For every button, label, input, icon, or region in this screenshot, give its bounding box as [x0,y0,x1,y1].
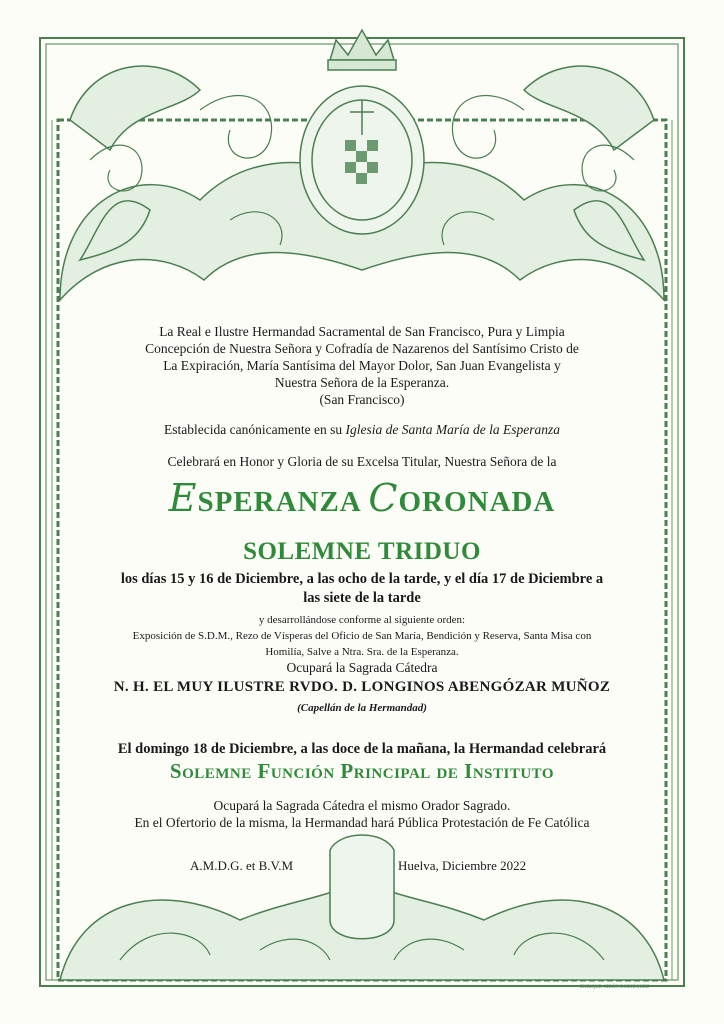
established-prefix: Establecida canónicamente en su [164,422,346,437]
order-of-worship [0,612,724,660]
established-line [0,422,724,438]
preacher-name: N. H. EL MUY ILUSTRE RVDO. D. LONGINOS ABENGÓZAR MUÑOZ [113,679,611,695]
order-line: Exposición de S.D.M., Rezo de Vísperas del Oficio de San María, Bendición y Reserva, Santa Misa con [132,630,592,642]
sunday-line: El domingo 18 de Diciembre, a las doce de la mañana, la Hermandad celebrará [117,741,607,757]
triduo-dates [0,570,724,608]
ofertorio-line: En el Ofertorio de la misma, la Hermandad hará Pública Protestación de Fe Católica [134,815,590,830]
intro-line: La Real e Ilustre Hermandad Sacramental de San Francisco, Pura y Limpia [159,324,565,339]
titular-word: SPERANZA [197,486,361,518]
preacher-intro: Ocupará la Sagrada Cátedra [286,660,438,675]
titular-word: ORONADA [398,486,556,518]
funcion-title: Solemne Función Principal de Instituto [169,759,555,783]
order-line: Homilía, Salve a Ntra. Sra. de la Esperanza. [265,646,459,658]
celebration-line: Celebrará en Honor y Gloria de su Excelsa Titular, Nuestra Señora de la [167,454,557,469]
footer-motto: A.M.D.G. et B.V.M [190,858,294,873]
church-name: Iglesia de Santa María de la Esperanza [345,422,560,437]
titular-initial: C [368,476,399,520]
titular-name [0,476,724,520]
footer-place-date: Huelva, Diciembre 2022 [398,858,527,873]
titular-initial: E [168,476,198,520]
intro-line: La Expiración, María Santísima del Mayor Dolor, San Juan Evangelista y [163,358,561,373]
triduo-title: SOLEMNE TRIDUO [243,538,481,565]
intro-line: Concepción de Nuestra Señora y Cofradía de Nazarenos del Santísimo Cristo de [145,341,579,356]
artist-signature: ENRIQUE GIRÓN RODRÍGUEZ [580,985,650,990]
sunday-preacher-line: Ocupará la Sagrada Cátedra el mismo Orador Sagrado. [213,798,511,813]
intro-line: (San Francisco) [319,392,405,407]
intro-line: Nuestra Señora de la Esperanza. [274,375,450,390]
preacher-role: (Capellán de la Hermandad) [297,702,427,714]
order-line: y desarrollándose conforme al siguiente orden: [258,614,466,626]
crest-emblem [300,30,424,234]
dates-line: las siete de la tarde [303,590,421,606]
dates-line: los días 15 y 16 de Diciembre, a las ocho de la tarde, y el día 17 de Diciembre a [120,571,604,587]
brotherhood-name [0,323,724,408]
